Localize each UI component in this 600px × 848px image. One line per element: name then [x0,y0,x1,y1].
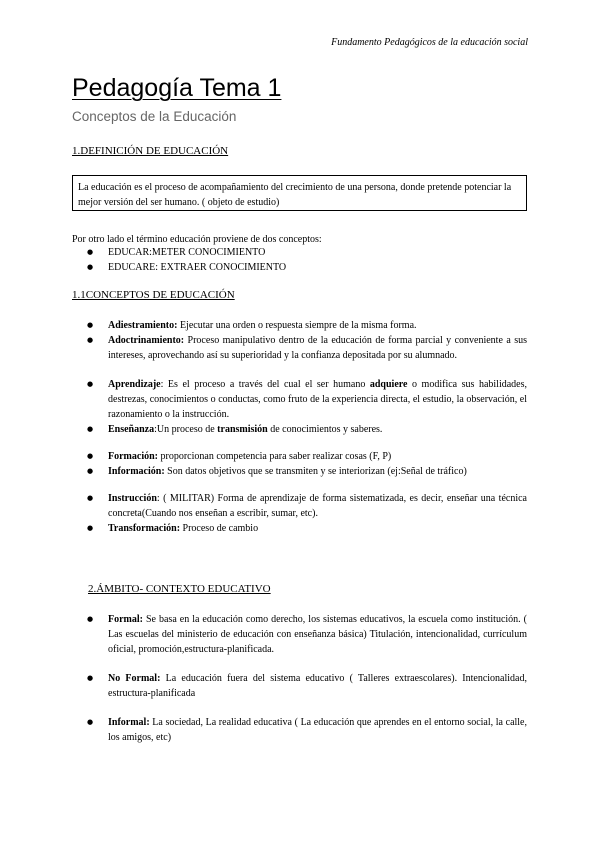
list-item [72,715,527,745]
item-text: Proceso manipulativo dentro de la educación de forma parcial y conveniente a sus intereses, aprovechando así su superioridad y la confianza depositada por su alumnado. [108,335,527,361]
term-informacion: Información: [108,466,165,477]
item-text: Son datos objetivos que se transmiten y se interiorizan (ej:Señal de tráfico) [164,466,467,477]
item-text: :Un proceso de [154,424,218,435]
term-informal: Informal: [108,717,150,728]
list-item [72,422,527,437]
term-adoctrinamiento: Adoctrinamiento: [108,335,185,346]
term-instruccion: Instrucción [108,493,157,504]
item-text: o modifica sus habilidades, destrezas, conocimientos o conductas, como fruto de la experiencia directa, el estudio, la observación, el razonamiento o la instrucción. [108,379,527,420]
term-no-formal: No Formal: [108,673,161,684]
item-text: Ejecutar una orden o respuesta siempre de la misma forma. [177,320,417,331]
list-item [72,377,527,422]
page-subtitle: Conceptos de la Educación [72,109,237,124]
list-item [72,260,527,275]
list-item [72,245,527,260]
section-1-heading: 1.DEFINICIÓN DE EDUCACIÓN [72,145,229,157]
term-adiestramiento: Adiestramiento: [108,320,178,331]
item-text: La educación fuera del sistema educativo ( Talleres extraescolares). Intencionalidad, estructura-planificada [108,673,527,699]
section-1-1-heading: 1.1CONCEPTOS DE EDUCACIÓN [72,289,235,301]
educational-context-list [72,612,527,745]
list-item [72,464,527,479]
item-text: proporcionan competencia para saber realizar cosas (F, P) [158,451,392,462]
term-aprendizaje: Aprendizaje [108,379,161,390]
item-text: Se basa en la educación como derecho, los sistemas educativos, la escuela como institución. ( Las escuelas del ministerio de educación con enseñanza básica) Titulación, intencionalidad, currículum oficial, promoción,estructura-planificada. [108,614,527,655]
concept-educar: EDUCAR:METER CONOCIMIENTO [108,247,266,258]
term-formacion: Formación: [108,451,158,462]
item-text: : ( MILITAR) Forma de aprendizaje de forma sistematizada, es decir, enseñar una técnica concreta(Cuando nos enseñan a escribir, sumar, etc). [108,493,527,519]
term-ensenanza: Enseñanza [108,424,155,435]
term-adquiere: adquiere [369,379,408,390]
term-formal: Formal: [108,614,143,625]
concepts-intro: Por otro lado el término educación proviene de dos conceptos: [72,234,322,245]
education-concepts-list [72,318,527,536]
term-transmision: transmisión [217,424,268,435]
list-item [72,521,527,536]
list-item [72,671,527,701]
term-transformacion: Transformación: [108,523,181,534]
definition-box [72,175,527,211]
running-header: Fundamento Pedagógicos de la educación social [331,37,528,48]
list-item [72,491,527,521]
list-item [72,612,527,657]
definition-text: La educación es el proceso de acompañamiento del crecimiento de una persona, donde pretende potenciar la mejor versión del ser humano. ( objeto de estudio) [78,182,512,208]
concepts-list [72,245,527,275]
list-item [72,318,527,333]
page-title: Pedagogía Tema 1 [72,74,282,102]
list-item [72,333,527,363]
item-text: La sociedad, La realidad educativa ( La educación que aprendes en el entorno social, la calle, los amigos, etc) [108,717,527,743]
concept-educare: EDUCARE: EXTRAER CONOCIMIENTO [108,262,287,273]
section-2-heading: 2.ÁMBITO- CONTEXTO EDUCATIVO [88,583,271,595]
item-text: Proceso de cambio [180,523,259,534]
item-text: : Es el proceso a través del cual el ser humano [160,379,370,390]
list-item [72,449,527,464]
item-text: de conocimientos y saberes. [267,424,383,435]
